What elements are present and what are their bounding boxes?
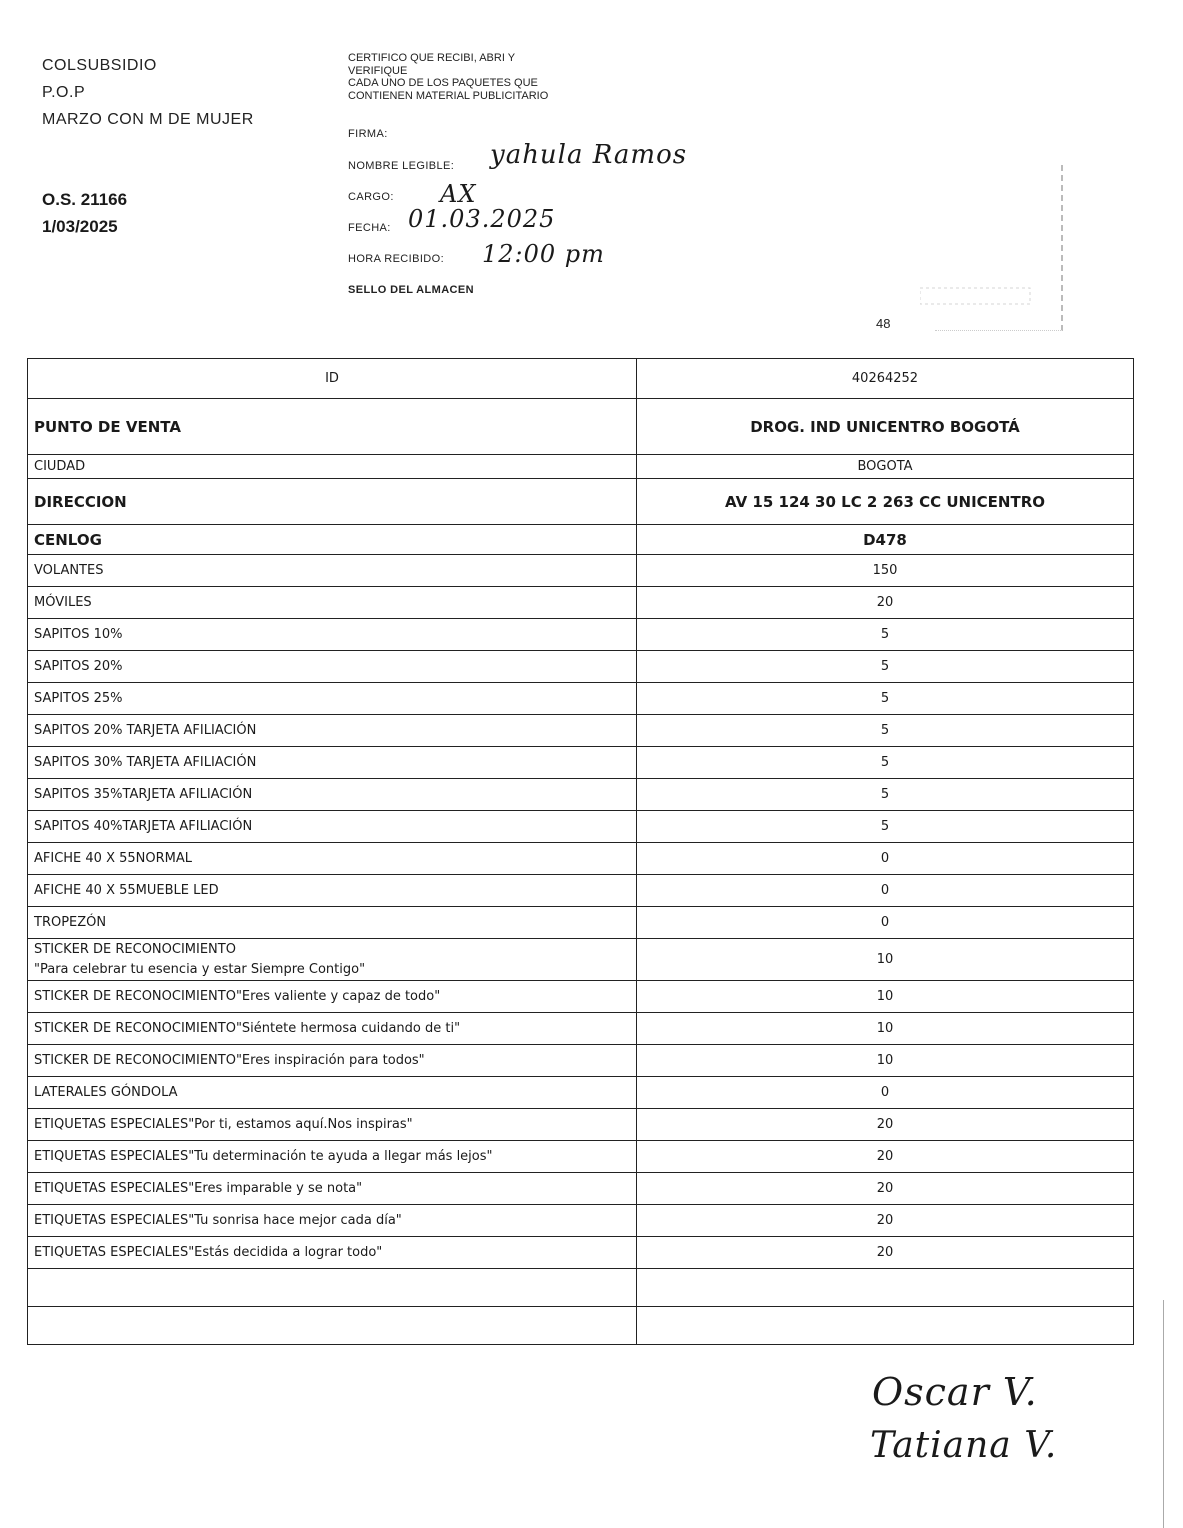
page-count: 48 [876, 316, 891, 331]
row-label: VOLANTES [28, 555, 637, 587]
row-label: STICKER DE RECONOCIMIENTO"Siéntete hermosa cuidando de ti" [28, 1013, 637, 1045]
row-value: 40264252 [637, 359, 1134, 399]
row-value: 5 [637, 619, 1134, 651]
table-row [28, 1205, 1134, 1237]
row-value: 5 [637, 747, 1134, 779]
row-label: SAPITOS 20% [28, 651, 637, 683]
row-label: LATERALES GÓNDOLA [28, 1077, 637, 1109]
row-value: 20 [637, 587, 1134, 619]
table-row [28, 811, 1134, 843]
row-label: CIUDAD [28, 455, 637, 479]
row-value: 10 [637, 1013, 1134, 1045]
certificate-text [348, 52, 648, 102]
row-value: 5 [637, 811, 1134, 843]
row-label: ETIQUETAS ESPECIALES"Estás decidida a lograr todo" [28, 1237, 637, 1269]
table-row [28, 399, 1134, 455]
row-value: BOGOTA [637, 455, 1134, 479]
row-value: 10 [637, 981, 1134, 1013]
table-row [28, 939, 1134, 981]
row-label: ETIQUETAS ESPECIALES"Tu sonrisa hace mejor cada día" [28, 1205, 637, 1237]
material-type: P.O.P [42, 84, 86, 101]
company-name: COLSUBSIDIO [42, 57, 157, 74]
row-value: 0 [637, 907, 1134, 939]
table-row [28, 651, 1134, 683]
table-row [28, 1269, 1134, 1307]
row-value: 10 [637, 1045, 1134, 1077]
row-value: 10 [637, 939, 1134, 981]
row-value: 5 [637, 779, 1134, 811]
row-value [637, 1269, 1134, 1307]
row-label: SAPITOS 30% TARJETA AFILIACIÓN [28, 747, 637, 779]
table-row [28, 1077, 1134, 1109]
table-row [28, 779, 1134, 811]
row-label: ETIQUETAS ESPECIALES"Por ti, estamos aquí.Nos inspiras" [28, 1109, 637, 1141]
firma-label: FIRMA: [348, 128, 388, 140]
row-label: MÓVILES [28, 587, 637, 619]
table-row [28, 455, 1134, 479]
table-row [28, 1045, 1134, 1077]
order-date: 1/03/2025 [42, 217, 118, 236]
row-value: 20 [637, 1141, 1134, 1173]
row-value: 150 [637, 555, 1134, 587]
row-label: ETIQUETAS ESPECIALES"Tu determinación te ayuda a llegar más lejos" [28, 1141, 637, 1173]
order-block [42, 186, 127, 240]
row-value: 5 [637, 715, 1134, 747]
sello-label: SELLO DEL ALMACEN [348, 284, 474, 296]
row-value: 20 [637, 1237, 1134, 1269]
cargo-value: AX [440, 180, 477, 208]
fecha-label: FECHA: [348, 222, 391, 234]
table-row [28, 981, 1134, 1013]
table-row [28, 1173, 1134, 1205]
table-row [28, 747, 1134, 779]
table-row [28, 875, 1134, 907]
inventory-table [27, 358, 1134, 1345]
row-label-line: STICKER DE RECONOCIMIENTO [34, 941, 236, 957]
row-label: SAPITOS 35%TARJETA AFILIACIÓN [28, 779, 637, 811]
row-label: ETIQUETAS ESPECIALES"Eres imparable y se nota" [28, 1173, 637, 1205]
signature-oscar: Oscar V. [872, 1370, 1038, 1414]
nombre-value: yahula Ramos [490, 140, 688, 170]
table-row [28, 619, 1134, 651]
row-label [28, 1307, 637, 1345]
hora-label: HORA RECIBIDO: [348, 253, 445, 265]
table-row [28, 1237, 1134, 1269]
row-value: 20 [637, 1205, 1134, 1237]
row-label: AFICHE 40 X 55NORMAL [28, 843, 637, 875]
row-label: STICKER DE RECONOCIMIENTO"Eres inspiración para todos" [28, 1045, 637, 1077]
row-label [28, 1269, 637, 1307]
cert-line: VERIFIQUE [348, 64, 408, 77]
row-label: SAPITOS 40%TARJETA AFILIACIÓN [28, 811, 637, 843]
cert-line: CONTIENEN MATERIAL PUBLICITARIO [348, 89, 549, 102]
row-value: 5 [637, 683, 1134, 715]
row-value: D478 [637, 525, 1134, 555]
row-value: 5 [637, 651, 1134, 683]
row-value: 0 [637, 1077, 1134, 1109]
faded-stamp-mark [920, 280, 1040, 310]
row-label-line: "Para celebrar tu esencia y estar Siempre Contigo" [34, 961, 366, 977]
hora-value: 12:00 pm [482, 240, 605, 268]
row-label: TROPEZÓN [28, 907, 637, 939]
table-row [28, 525, 1134, 555]
table-row [28, 587, 1134, 619]
row-label: PUNTO DE VENTA [28, 399, 637, 455]
table-row [28, 843, 1134, 875]
campaign-name: MARZO CON M DE MUJER [42, 111, 254, 128]
fecha-value: 01.03.2025 [408, 205, 556, 233]
inventory-table-body [28, 359, 1134, 1345]
company-header [42, 52, 332, 133]
row-value [637, 1307, 1134, 1345]
stamp-area [935, 165, 1063, 331]
table-row [28, 479, 1134, 525]
row-value: 20 [637, 1173, 1134, 1205]
row-label: CENLOG [28, 525, 637, 555]
cargo-label: CARGO: [348, 191, 394, 203]
cert-line: CERTIFICO QUE RECIBI, ABRI Y [348, 52, 516, 64]
row-value: AV 15 124 30 LC 2 263 CC UNICENTRO [637, 479, 1134, 525]
table-row [28, 1141, 1134, 1173]
nombre-label: NOMBRE LEGIBLE: [348, 160, 455, 172]
table-row [28, 907, 1134, 939]
table-row [28, 715, 1134, 747]
cert-line: CADA UNO DE LOS PAQUETES QUE [348, 77, 538, 89]
table-row [28, 555, 1134, 587]
row-label: SAPITOS 20% TARJETA AFILIACIÓN [28, 715, 637, 747]
row-label: STICKER DE RECONOCIMIENTO"Eres valiente y capaz de todo" [28, 981, 637, 1013]
table-row [28, 1013, 1134, 1045]
row-value: 0 [637, 843, 1134, 875]
row-label [28, 939, 637, 981]
table-row [28, 1307, 1134, 1345]
row-value: DROG. IND UNICENTRO BOGOTÁ [637, 399, 1134, 455]
edge-line [1163, 1300, 1164, 1528]
row-value: 0 [637, 875, 1134, 907]
row-label: AFICHE 40 X 55MUEBLE LED [28, 875, 637, 907]
row-label: DIRECCION [28, 479, 637, 525]
os-number: O.S. 21166 [42, 190, 128, 209]
signature-tatiana: Tatiana V. [870, 1425, 1058, 1466]
table-row [28, 1109, 1134, 1141]
row-label: SAPITOS 10% [28, 619, 637, 651]
table-row [28, 683, 1134, 715]
row-label: SAPITOS 25% [28, 683, 637, 715]
row-label: ID [28, 359, 637, 399]
row-value: 20 [637, 1109, 1134, 1141]
table-row [28, 359, 1134, 399]
